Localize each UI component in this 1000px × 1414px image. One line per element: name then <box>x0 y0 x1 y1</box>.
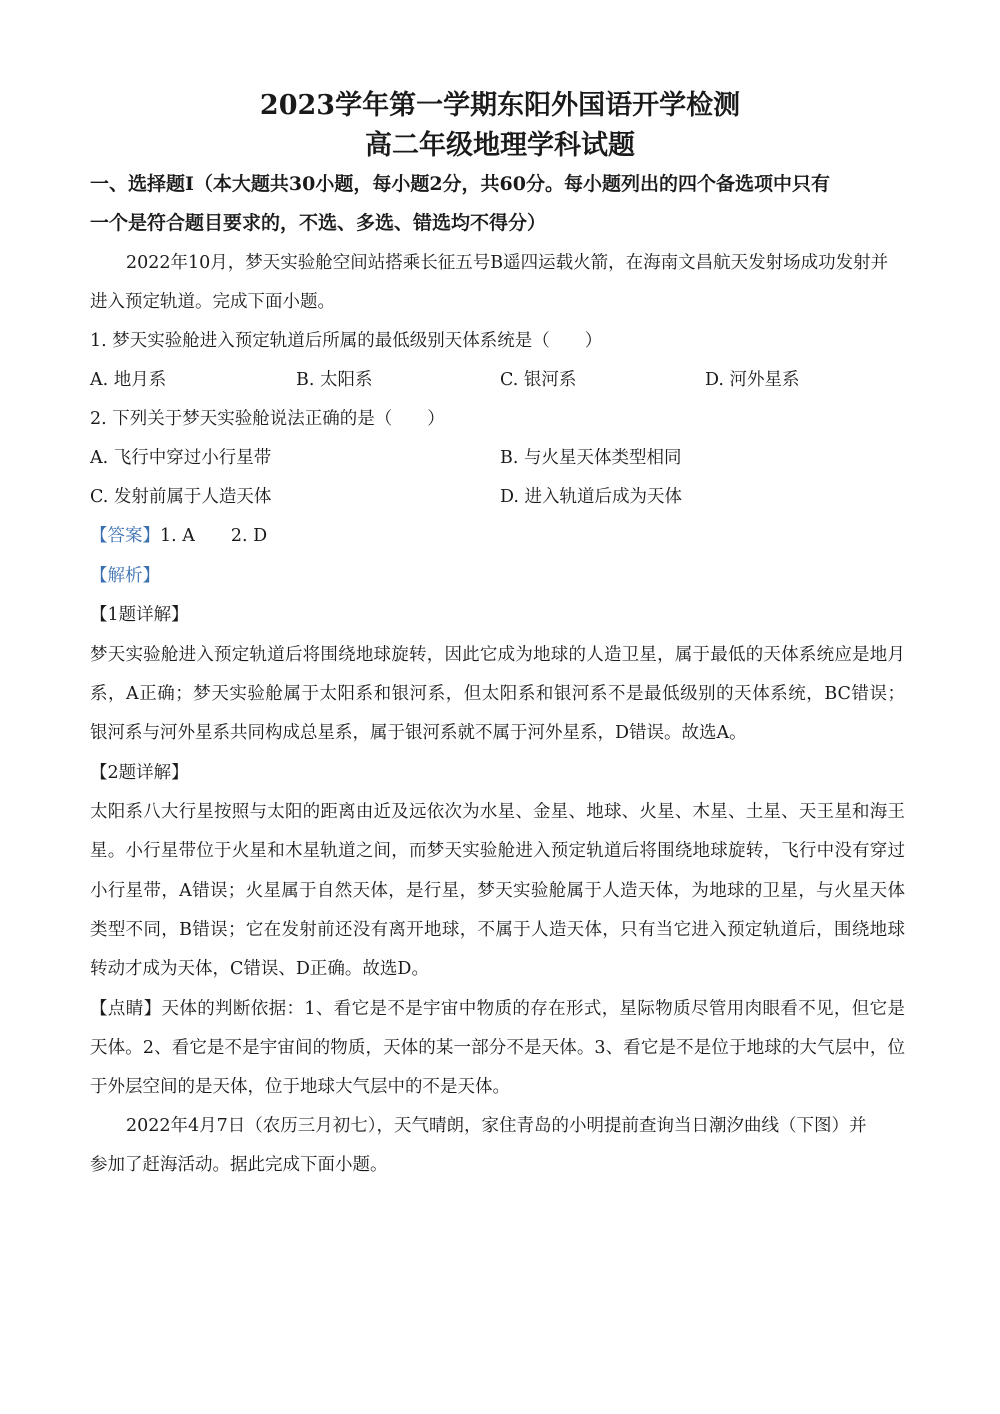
detail1-line3: 银河系与河外星系共同构成总星系，属于银河系就不属于河外星系，D错误。故选A。 <box>90 723 747 743</box>
detail2-line5: 转动才成为天体，C错误、D正确。故选D。 <box>90 959 429 979</box>
detail2-line1: 太阳系八大行星按照与太阳的距离由近及远依次为水星、金星、地球、火星、木星、土星、天王星和海王 <box>90 802 905 822</box>
q2-option-b: B. 与火星天体类型相同 <box>500 448 682 468</box>
passage1-line2: 进入预定轨道。完成下面小题。 <box>90 292 335 312</box>
tip-line3: 于外层空间的是天体，位于地球大气层中的不是天体。 <box>90 1077 510 1097</box>
detail1-line1: 梦天实验舱进入预定轨道后将围绕地球旋转，因此它成为地球的人造卫星，属于最低的天体系统应是地月 <box>90 645 905 665</box>
tip-line1 <box>90 997 905 1021</box>
tip-line2: 天体。2、看它是不是宇宙间的物质，天体的某一部分不是天体。3、看它是不是位于地球的大气层中，位 <box>90 1038 905 1058</box>
detail2-label: 【2题详解】 <box>90 763 189 783</box>
q2-stem: 2. 下列关于梦天实验舱说法正确的是（ ） <box>90 409 445 429</box>
q1-option-b: B. 太阳系 <box>296 370 373 390</box>
q1-option-d: D. 河外星系 <box>705 370 800 390</box>
q1-option-c: C. 银河系 <box>500 370 577 390</box>
tip-text-1: 天体的判断依据：1、看它是不是宇宙中物质的存在形式，星际物质尽管用肉眼看不见，但它是 <box>161 999 906 1019</box>
section-heading-line2: 一个是符合题目要求的，不选、多选、错选均不得分） <box>90 212 547 234</box>
page-subtitle: 高二年级地理学科试题 <box>365 130 635 161</box>
q1-option-a: A. 地月系 <box>90 370 167 390</box>
page-title: 2023学年第一学期东阳外国语开学检测 <box>259 90 741 121</box>
detail2-line3: 小行星带，A错误；火星属于自然天体，是行星，梦天实验舱属于人造天体，为地球的卫星，与火星天体 <box>90 881 905 901</box>
answer-1: 1. A <box>160 526 195 546</box>
q2-option-d: D. 进入轨道后成为天体 <box>500 487 683 507</box>
q2-option-a: A. 飞行中穿过小行星带 <box>90 448 272 468</box>
q1-stem: 1. 梦天实验舱进入预定轨道后所属的最低级别天体系统是（ ） <box>90 331 603 351</box>
answer-row <box>90 524 267 548</box>
detail2-line2: 星。小行星带位于火星和木星轨道之间，而梦天实验舱进入预定轨道后将围绕地球旋转，飞行中没有穿过 <box>90 841 905 861</box>
passage2-line2: 参加了赶海活动。据此完成下面小题。 <box>90 1155 388 1175</box>
tip-label: 【点睛】 <box>90 999 162 1019</box>
passage2-line1: 2022年4月7日（农历三月初七），天气晴朗，家住青岛的小明提前查询当日潮汐曲线（下图）并 <box>126 1116 867 1136</box>
q2-option-c: C. 发射前属于人造天体 <box>90 487 272 507</box>
answer-2: 2. D <box>230 526 268 546</box>
passage1-line1: 2022年10月，梦天实验舱空间站搭乘长征五号B遥四运载火箭，在海南文昌航天发射场成功发射并 <box>126 253 889 273</box>
analysis-label: 【解析】 <box>90 566 160 586</box>
section-heading-line1: 一、选择题Ⅰ（本大题共30小题，每小题2分，共60分。每小题列出的四个备选项中只有 <box>90 173 830 195</box>
detail1-line2: 系，A正确；梦天实验舱属于太阳系和银河系，但太阳系和银河系不是最低级别的天体系统，BC错误； <box>90 684 905 704</box>
answer-label: 【答案】 <box>90 526 160 546</box>
detail1-label: 【1题详解】 <box>90 605 189 625</box>
detail2-line4: 类型不同，B错误；它在发射前还没有离开地球，不属于人造天体，只有当它进入预定轨道后，围绕地球 <box>90 920 905 940</box>
